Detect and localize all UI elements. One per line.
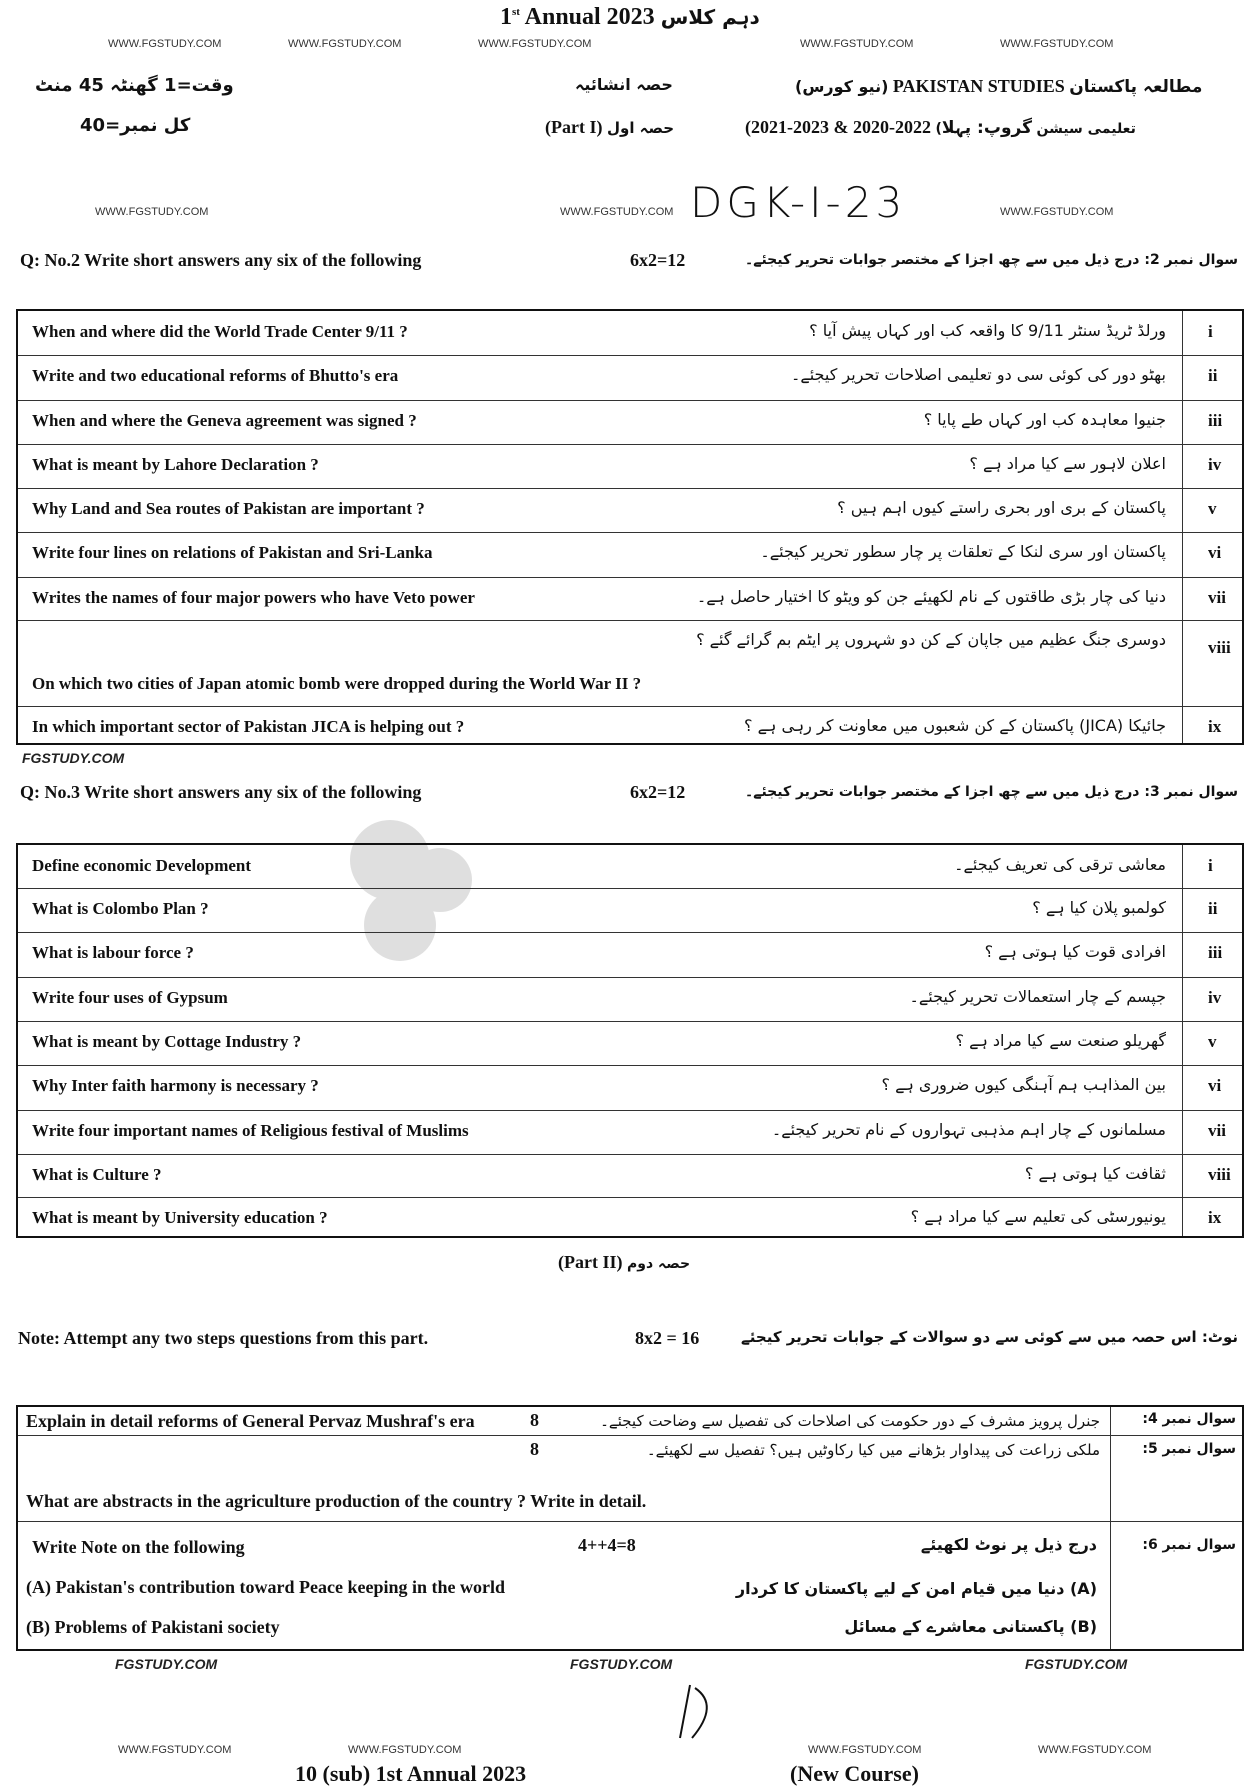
question-text: Write four uses of Gypsum (32, 988, 228, 1007)
q3-heading: Q: No.3 Write short answers any six of the following (20, 782, 422, 802)
q5-number: سوال نمبر 5: (1142, 1441, 1236, 1457)
question-urdu: جنیوا معاہدہ کب اور کہاں طے پایا ؟ (923, 410, 1166, 429)
question-number: v (1208, 499, 1217, 518)
question-text: In which important sector of Pakistan JICA is helping out ? (32, 717, 465, 736)
question-text: Define economic Development (32, 856, 252, 875)
q6-text: Write Note on the following (32, 1537, 245, 1557)
question-number: vii (1208, 1121, 1226, 1140)
question-number: viii (1208, 638, 1231, 657)
question-number: ii (1208, 366, 1218, 385)
watermark: WWW.FGSTUDY.COM (95, 206, 209, 218)
question-number: iii (1208, 411, 1223, 430)
watermark: WWW.FGSTUDY.COM (560, 206, 674, 218)
question-text: Why Inter faith harmony is necessary ? (32, 1076, 319, 1095)
part2-note: Note: Attempt any two steps questions from this part. (18, 1328, 429, 1348)
question-urdu: دوسری جنگ عظیم میں جاپان کے کن دو شہروں پر ایٹم بم گرائے گئے ؟ (696, 630, 1166, 649)
watermark: WWW.FGSTUDY.COM (348, 1744, 462, 1756)
exam-title: 1st Annual 2023 دہم کلاس (500, 4, 760, 30)
watermark: WWW.FGSTUDY.COM (478, 38, 592, 50)
question-text: When and where the Geneva agreement was signed ? (32, 411, 417, 430)
watermark: WWW.FGSTUDY.COM (108, 38, 222, 50)
part2-marks: 8x2 = 16 (635, 1328, 700, 1348)
q6-part-a: (A) Pakistan's contribution toward Peace keeping in the world (26, 1577, 505, 1597)
watermark: FGSTUDY.COM (570, 1656, 673, 1672)
question-text: Write and two educational reforms of Bhutto's era (32, 366, 399, 385)
q5-urdu: ملکی زراعت کی پیداوار بڑھانے میں کیا رکاوٹیں ہیں؟ تفصیل سے لکھیئے۔ (646, 1441, 1100, 1459)
question-number: ii (1208, 899, 1218, 918)
watermark: WWW.FGSTUDY.COM (808, 1744, 922, 1756)
question-number: vi (1208, 543, 1222, 562)
q6-urdu: درج ذیل پر نوٹ لکھیئے (920, 1535, 1097, 1554)
question-urdu: جائیکا (JICA) پاکستان کے کن شعبوں میں معاونت کر رہی ہے ؟ (744, 716, 1166, 735)
question-number: ix (1208, 1208, 1222, 1227)
question-text: What is meant by Cottage Industry ? (32, 1032, 302, 1051)
question-number: i (1208, 322, 1213, 341)
question-number: iii (1208, 943, 1223, 962)
question-text: Why Land and Sea routes of Pakistan are important ? (32, 499, 425, 518)
question-text: On which two cities of Japan atomic bomb were dropped during the World War II ? (32, 674, 642, 693)
question-urdu: جپسم کے چار استعمالات تحریر کیجئے۔ (909, 987, 1166, 1006)
q6-part-b-urdu: (B) پاکستانی معاشرے کے مسائل (844, 1617, 1097, 1636)
signature-mark (670, 1680, 730, 1742)
question-text: What is Colombo Plan ? (32, 899, 209, 918)
question-number: vii (1208, 588, 1226, 607)
q2-marks: 6x2=12 (630, 250, 686, 270)
q5-marks: 8 (530, 1439, 539, 1459)
q4-marks: 8 (530, 1410, 539, 1430)
question-urdu: یونیورسٹی کی تعلیم سے کیا مراد ہے ؟ (910, 1207, 1166, 1226)
question-text: Write four lines on relations of Pakistan and Sri-Lanka (32, 543, 433, 562)
question-number: viii (1208, 1165, 1231, 1184)
question-urdu: ورلڈ ٹریڈ سنٹر 9/11 کا واقعہ کب اور کہاں پیش آیا ؟ (809, 321, 1166, 340)
part2-label: (Part II) حصہ دوم (558, 1252, 691, 1272)
watermark: FGSTUDY.COM (115, 1656, 218, 1672)
question-text: When and where did the World Trade Center 9/11 ? (32, 322, 408, 341)
watermark: WWW.FGSTUDY.COM (1000, 206, 1114, 218)
question-urdu: دنیا کی چار بڑی طاقتوں کے نام لکھیئے جن کو ویٹو کا اختیار حاصل ہے۔ (696, 587, 1166, 606)
footer-left: 10 (sub) 1st Annual 2023 (295, 1761, 527, 1786)
total-marks: کل نمبر=40 (80, 115, 191, 136)
question-text: Write four important names of Religious festival of Muslims (32, 1121, 469, 1140)
q6-part-b: (B) Problems of Pakistani society (26, 1617, 280, 1637)
question-text: Writes the names of four major powers who have Veto power (32, 588, 475, 607)
q2-heading-urdu: سوال نمبر 2: درج ذیل میں سے چھ اجزا کے مختصر جوابات تحریر کیجئے۔ (745, 252, 1238, 268)
watermark: WWW.FGSTUDY.COM (118, 1744, 232, 1756)
question-number: vi (1208, 1076, 1222, 1095)
watermark: WWW.FGSTUDY.COM (800, 38, 914, 50)
question-urdu: بھٹو دور کی کوئی سی دو تعلیمی اصلاحات تحریر کیجئے۔ (790, 365, 1166, 384)
question-urdu: بین المذاہب ہم آہنگی کیوں ضروری ہے ؟ (881, 1075, 1166, 1094)
question-urdu: کولمبو پلان کیا ہے ؟ (1032, 898, 1166, 917)
footer-right: (New Course) (790, 1761, 919, 1786)
question-text: What is meant by University education ? (32, 1208, 328, 1227)
q6-part-a-urdu: (A) دنیا میں قیام امن کے لیے پاکستان کا کردار (735, 1579, 1097, 1598)
part2-note-urdu: نوٹ: اس حصہ میں سے کوئی سے دو سوالات کے جوابات تحریر کیجئے (741, 1328, 1238, 1346)
question-text: What is labour force ? (32, 943, 194, 962)
watermark: FGSTUDY.COM (22, 750, 125, 766)
q4-text: Explain in detail reforms of General Pervaz Mushraf's era (26, 1411, 475, 1431)
question-text: What is Culture ? (32, 1165, 162, 1184)
question-urdu: پاکستان کے بری اور بحری راستے کیوں اہم ہیں ؟ (837, 498, 1166, 517)
watermark: WWW.FGSTUDY.COM (288, 38, 402, 50)
q6-number: سوال نمبر 6: (1142, 1537, 1236, 1553)
watermark: WWW.FGSTUDY.COM (1038, 1744, 1152, 1756)
section-title: حصہ انشائیہ (575, 75, 673, 94)
question-urdu: ثقافت کیا ہوتی ہے ؟ (1024, 1164, 1166, 1183)
watermark: FGSTUDY.COM (1025, 1656, 1128, 1672)
q5-text: What are abstracts in the agriculture production of the country ? Write in detail. (26, 1491, 647, 1511)
session: (2021-2023 & 2020-2022 (تعلیمی سیشن گروپ: پہلا (745, 117, 1136, 138)
q3-table (16, 843, 1244, 1238)
question-urdu: اعلان لاہور سے کیا مراد ہے ؟ (969, 454, 1166, 473)
question-number: v (1208, 1032, 1217, 1051)
question-urdu: پاکستان اور سری لنکا کے تعلقات پر چار سطور تحریر کیجئے۔ (760, 542, 1166, 561)
part-label: (Part I) حصہ اول (545, 117, 675, 137)
q4-number: سوال نمبر 4: (1142, 1411, 1236, 1427)
question-urdu: معاشی ترقی کی تعریف کیجئے۔ (954, 855, 1166, 874)
question-number: ix (1208, 717, 1222, 736)
time-allowed: وقت=1 گھنٹہ 45 منٹ (35, 75, 234, 96)
question-text: What is meant by Lahore Declaration ? (32, 455, 319, 474)
q6-marks: 4++4=8 (578, 1535, 636, 1555)
watermark: WWW.FGSTUDY.COM (1000, 38, 1114, 50)
part2-table (16, 1405, 1244, 1651)
q3-marks: 6x2=12 (630, 782, 686, 802)
question-urdu: افرادی قوت کیا ہوتی ہے ؟ (984, 942, 1166, 961)
q2-heading: Q: No.2 Write short answers any six of the following (20, 250, 422, 270)
question-number: i (1208, 856, 1213, 875)
q3-heading-urdu: سوال نمبر 3: درج ذیل میں سے چھ اجزا کے مختصر جوابات تحریر کیجئے۔ (745, 784, 1238, 800)
subject-title: (نیو کورس) PAKISTAN STUDIES مطالعہ پاکستان (795, 76, 1203, 97)
handwritten-code: DGK-I-23 (690, 178, 907, 227)
q2-table (16, 309, 1244, 745)
question-number: iv (1208, 455, 1222, 474)
q4-urdu: جنرل پرویز مشرف کے دور حکومت کی اصلاحات کی تفصیل سے وضاحت کیجئے۔ (600, 1412, 1100, 1430)
question-urdu: گھریلو صنعت سے کیا مراد ہے ؟ (955, 1031, 1166, 1050)
question-urdu: مسلمانوں کے چار اہم مذہبی تہواروں کے نام تحریر کیجئے۔ (771, 1120, 1166, 1139)
question-number: iv (1208, 988, 1222, 1007)
